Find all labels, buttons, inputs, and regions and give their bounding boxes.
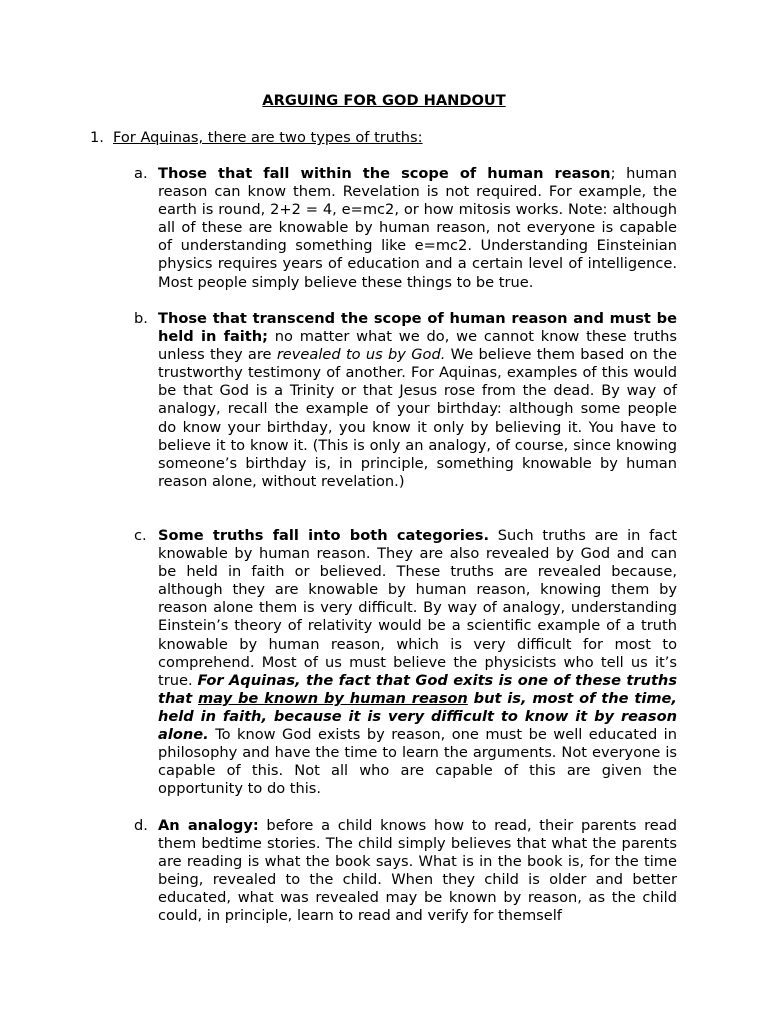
item-text: ; human reason can know them. Revelation is not required. For example, the earth is round, 2+2 = 4, e=mc2, or how mitosis works. Note: although all of these are knowable by human reason, not everyone is capable of understanding something like e=mc2. Understanding Einsteinian physics requires years of education and a certain level of intelligence. Most people simply believe these things to be true. (158, 165, 677, 291)
list-item-b (134, 310, 677, 491)
list-item-c (134, 527, 677, 798)
item-lead: An analogy: (158, 817, 259, 834)
item-text: Such truths are in fact knowable by human reason. They are also revealed by God and can be held in faith or believed. These truths are revealed because, although they are knowable by human reason, knowing them by reason alone them is very difficult. By way of analogy, understanding Einstein’s theory of relativity would be a scientific example of a truth knowable by human reason, which is very difficult for most to comprehend. Most of us must believe the physicists who tell us it’s true. (158, 527, 677, 689)
item-emphasis: but is, most of the time, held in faith, because it is very difficult to know it by reason alone. (158, 689, 677, 744)
item-body (158, 817, 677, 926)
item-emphasis: For Aquinas, the fact that God exits is one of these truths that (158, 671, 678, 707)
item-body (158, 527, 677, 798)
list-item-d (134, 817, 677, 926)
question-number: 1. (90, 129, 104, 146)
question-1 (90, 129, 423, 147)
list-item-a (134, 165, 677, 292)
question-text: For Aquinas, there are two types of truths: (113, 129, 423, 146)
item-text: no matter what we do, we cannot know these truths unless they are (158, 328, 677, 364)
item-letter: a. (134, 165, 148, 182)
item-body (158, 310, 677, 491)
item-letter: d. (134, 817, 148, 834)
item-text: We believe them based on the trustworthy testimony of another. For Aquinas, examples of this would be that God is a Trinity or that Jesus rose from the dead. By way of analogy, recall the example of your birthday: although some people do know your birthday, you know it only by believing it. You have to believe it to know it. (This is only an analogy, of course, since knowing someone’s birthday is, in principle, something knowable by human reason alone, without revelation.) (158, 346, 677, 490)
item-letter: b. (134, 310, 148, 327)
item-lead: Some truths fall into both categories. (158, 527, 489, 544)
item-lead: Those that transcend the scope of human reason and must be held in faith; (158, 310, 677, 346)
item-emphasis-underlined: may be known by human reason (198, 689, 468, 707)
item-text: before a child knows how to read, their parents read them bedtime stories. The child simply believes that what the parents are reading is what the book says. What is in the book is, for the time being, revealed to the child. When they child is older and better educated, what was revealed may be known by reason, as the child could, in principle, learn to read and verify for themself (158, 817, 677, 925)
page-title: ARGUING FOR GOD HANDOUT (262, 92, 506, 109)
item-body (158, 165, 677, 292)
item-text: To know God exists by reason, one must be well educated in philosophy and have the time to learn the arguments. Not everyone is capable of this. Not all who are capable of this are given the opportunity to do this. (158, 726, 677, 798)
item-italic-text: revealed to us by God. (276, 346, 446, 364)
item-lead: Those that fall within the scope of human reason (158, 165, 611, 182)
item-letter: c. (134, 527, 147, 544)
